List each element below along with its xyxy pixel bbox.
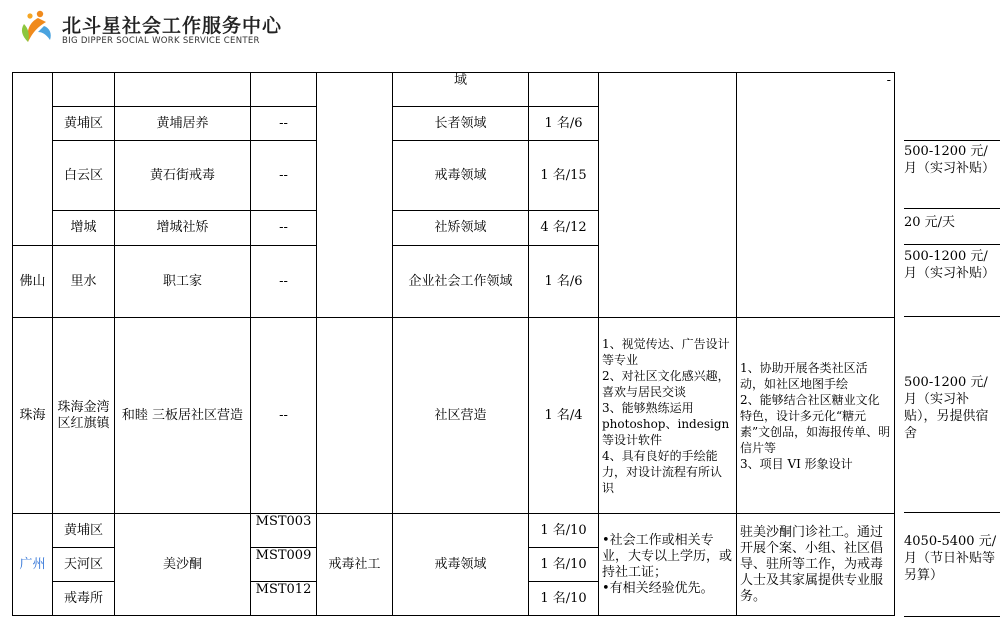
city-cell (13, 73, 53, 246)
duties-cell (737, 73, 895, 318)
quota-cell: 1 名/6 (529, 107, 599, 141)
code-cell: MST003 (251, 514, 317, 548)
quota-cell: 1 名/10 (529, 514, 599, 548)
site-cell: 美沙酮 (115, 514, 251, 616)
pay-cell: 500-1200 元/月（实习补贴），另提供宿舍 (904, 375, 989, 441)
pay-cell: 500-1200 元/月（实习补贴） (904, 144, 996, 176)
field-cell: 长者领域 (393, 107, 529, 141)
quota-cell: 1 名/4 (529, 318, 599, 514)
requirement-line: 4、具有良好的手绘能力，对设计流程有所认识 (602, 448, 723, 495)
quota-cell (529, 73, 599, 107)
code-cell: MST012 (251, 582, 317, 616)
pay-cell: 500-1200 元/月（实习补贴） (904, 249, 996, 281)
code-cell: -- (251, 141, 317, 211)
field-cell: 社矫领域 (393, 211, 529, 246)
requirements-cell (599, 73, 737, 318)
duty-line: 3、项目 VI 形象设计 (740, 456, 853, 471)
pay-cell: 20 元/天 (904, 215, 956, 230)
district-cell: 白云区 (53, 141, 115, 211)
org-name-en: BIG DIPPER SOCIAL WORK SERVICE CENTER (62, 36, 260, 46)
position-cell (317, 73, 393, 318)
site-cell: 黄石街戒毒 (115, 141, 251, 211)
field-cell: 戒毒领域 (393, 141, 529, 211)
quota-cell: 1 名/6 (529, 246, 599, 318)
quota-cell: 1 名/15 (529, 141, 599, 211)
requirement-line: 2、对社区文化感兴趣，喜欢与居民交谈 (602, 368, 730, 399)
code-cell: -- (251, 211, 317, 246)
duties-cell: 驻美沙酮门诊社工。通过开展个案、小组、社区倡导、驻所等工作，为戒毒人士及其家属提供专业服务。 (737, 514, 895, 616)
internship-table (12, 72, 905, 616)
dash-mark: - (886, 73, 891, 88)
requirements-cell (599, 318, 737, 514)
quota-cell: 1 名/10 (529, 582, 599, 616)
code-cell: -- (251, 107, 317, 141)
site-cell: 增城社矫 (115, 211, 251, 246)
code-cell (251, 73, 317, 107)
district-cell: 天河区 (53, 548, 115, 582)
site-cell (115, 73, 251, 107)
page-header (0, 0, 1000, 70)
field-cell: 域 (393, 73, 529, 107)
table-row (13, 318, 905, 514)
position-cell (317, 318, 393, 514)
code-cell: -- (251, 318, 317, 514)
district-cell: 珠海金湾区红旗镇 (53, 318, 115, 514)
requirement-line: •社会工作或相关专业，大专以上学历，或持社工证； (602, 532, 733, 580)
city-cell: 广州 (13, 514, 53, 616)
duty-line: 1、协助开展各类社区活动，如社区地图手绘 (740, 360, 868, 391)
requirement-line: 1、视觉传达、广告设计等专业 (602, 336, 730, 367)
table-row (13, 73, 905, 107)
district-cell: 增城 (53, 211, 115, 246)
position-cell: 戒毒社工 (317, 514, 393, 616)
district-cell: 黄埔区 (53, 107, 115, 141)
district-cell: 里水 (53, 246, 115, 318)
requirements-cell (599, 514, 737, 616)
big-dipper-logo-icon (16, 8, 56, 48)
site-cell: 和睦 三板居社区营造 (115, 318, 251, 514)
code-cell: -- (251, 246, 317, 318)
city-cell: 珠海 (13, 318, 53, 514)
district-cell (53, 73, 115, 107)
district-cell: 黄埔区 (53, 514, 115, 548)
city-cell: 佛山 (13, 246, 53, 318)
duties-cell (737, 318, 895, 514)
field-cell: 企业社会工作领域 (393, 246, 529, 318)
site-cell: 黄埔居养 (115, 107, 251, 141)
code-cell: MST009 (251, 548, 317, 582)
org-name-cn: 北斗星社会工作服务中心 (62, 15, 283, 37)
requirement-line: •有相关经验优先。 (602, 580, 714, 596)
field-cell: 戒毒领域 (393, 514, 529, 616)
duty-line: 2、能够结合社区糖业文化特色，设计多元化“糖元素”文创品，如海报传单、明信片等 (740, 392, 891, 455)
district-cell: 戒毒所 (53, 582, 115, 616)
site-cell: 职工家 (115, 246, 251, 318)
quota-cell: 1 名/10 (529, 548, 599, 582)
requirement-line: 3、能够熟练运用 photoshop、indesign 等设计软件 (602, 400, 730, 447)
field-cell: 社区营造 (393, 318, 529, 514)
table-row (13, 514, 905, 548)
pay-cell: 4050-5400 元/月（节日补贴等另算） (904, 534, 997, 583)
quota-cell: 4 名/12 (529, 211, 599, 246)
